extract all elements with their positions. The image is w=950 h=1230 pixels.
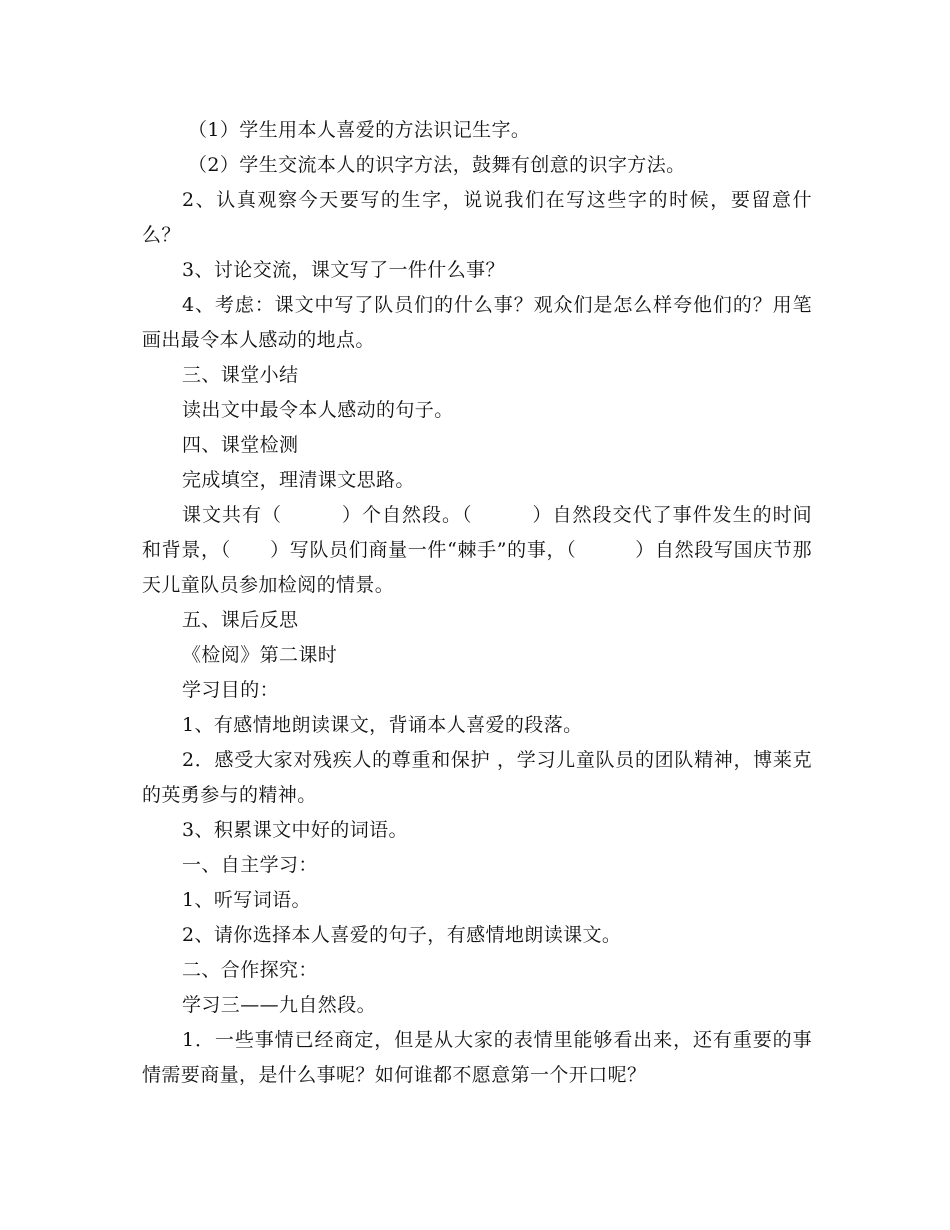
paragraph-summary-task: 读出文中最令本人感动的句子。	[182, 399, 454, 421]
paragraph-step-2: 2、认真观察今天要写的生字，说说我们在写这些字的时候，要留意什么？	[142, 189, 812, 246]
objective-3: 3、积累课文中好的词语。	[182, 819, 408, 841]
document-body	[142, 113, 812, 1093]
paragraph-step-1-2: （2）学生交流本人的识字方法，鼓舞有创意的识字方法。	[188, 154, 686, 176]
paragraph-step-1-1: （1）学生用本人喜爱的方法识记生字。	[188, 119, 531, 141]
objective-1: 1、有感情地朗读课文，背诵本人喜爱的段落。	[182, 714, 583, 736]
section-heading-self-study: 一、自主学习：	[182, 854, 318, 876]
section-heading-cooperation: 二、合作探究：	[182, 959, 318, 981]
section-heading-summary: 三、课堂小结	[182, 364, 299, 386]
objectives-heading: 学习目的：	[182, 679, 280, 701]
section-heading-test: 四、课堂检测	[182, 434, 299, 456]
cooperation-scope: 学习三——九自然段。	[182, 994, 377, 1016]
paragraph-fill-in-blanks: 课文共有（ ）个自然段。（ ）自然段交代了事件发生的时间和背景，（ ）写队员们商量一件“棘手”的事，（ ）自然段写国庆节那天儿童队员参加检阅的情景。	[142, 504, 812, 596]
paragraph-test-instruction: 完成填空，理清课文思路。	[182, 469, 415, 491]
self-study-2: 2、请你选择本人喜爱的句子，有感情地朗读课文。	[182, 924, 622, 946]
paragraph-step-3: 3、讨论交流，课文写了一件什么事？	[182, 259, 505, 281]
objective-2: 2．感受大家对残疾人的尊重和保护 ，学习儿童队员的团队精神，博莱克的英勇参与的精神。	[142, 749, 812, 806]
section-heading-reflection: 五、课后反思	[182, 609, 299, 631]
paragraph-step-4: 4、考虑：课文中写了队员们的什么事？观众们是怎么样夸他们的？用笔画出最令本人感动的地点。	[142, 294, 812, 351]
lesson-title-second-period: 《检阅》第二课时	[182, 644, 338, 666]
self-study-1: 1、听写词语。	[182, 889, 311, 911]
cooperation-question-1: 1．一些事情已经商定，但是从大家的表情里能够看出来，还有重要的事情需要商量，是什么事呢？如何谁都不愿意第一个开口呢？	[142, 1029, 812, 1086]
